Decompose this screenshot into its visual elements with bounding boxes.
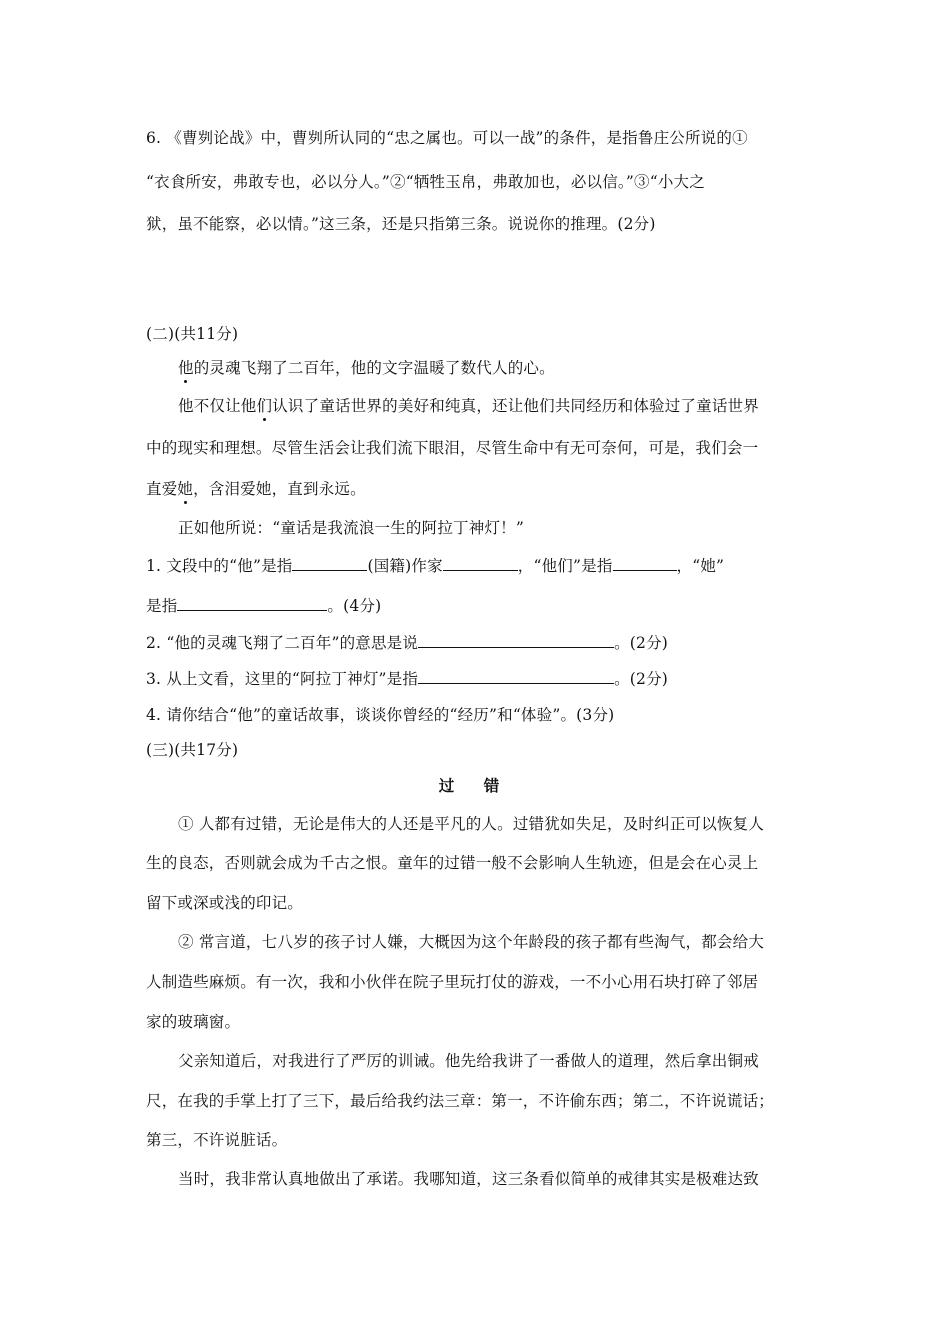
emphasized-char: 他 — [178, 359, 194, 377]
article-para-4-line-1: 当时，我非常认真地做出了承诺。我哪知道，这三条看似简单的戒律其实是极难达致 — [178, 1170, 759, 1188]
question-3: 3. 从上文看，这里的“阿拉丁神灯”是指 。(2分) — [146, 670, 669, 688]
section3-heading: (三)(共17分) — [146, 741, 239, 759]
article-para-3-line-1: 父亲知道后，对我进行了严厉的训诫。他先给我讲了一番做人的道理，然后拿出铜戒 — [178, 1052, 759, 1070]
section2-para-2-line-2: 中的现实和理想。尽管生活会让我们流下眼泪，尽管生命中有无可奈何，可是，我们会一 — [146, 439, 759, 457]
answer-blank[interactable] — [443, 569, 518, 571]
section2-para-2-line-3: 直爱她，含泪爱她，直到永远。 — [146, 480, 366, 498]
question-4: 4. 请你结合“他”的童话故事，谈谈你曾经的“经历”和“体验”。(3分) — [146, 706, 615, 724]
emphasized-char: 们 — [256, 397, 273, 415]
section2-para-2-line-1: 他不仅让他们认识了童话世界的美好和纯真，还让他们共同经历和体验过了童话世界 — [178, 397, 759, 415]
article-para-3-line-2: 尺，在我的手掌上打了三下，最后给我约法三章：第一，不许偷东西；第二，不许说谎话； — [146, 1092, 775, 1110]
section2-heading: (二)(共11分) — [146, 325, 239, 343]
article-para-2-line-3: 家的玻璃窗。 — [146, 1013, 241, 1031]
answer-blank[interactable] — [613, 569, 677, 571]
section2-para-1: 他的灵魂飞翔了二百年，他的文字温暖了数代人的心。 — [178, 359, 555, 377]
answer-blank[interactable] — [177, 609, 327, 611]
article-title: 过 错 — [438, 776, 512, 795]
q6-line-1: 6. 《曹刿论战》中，曹刿所认同的“忠之属也。可以一战”的条件，是指鲁庄公所说的① — [146, 129, 748, 147]
section2-para-3: 正如他所说：“童话是我流浪一生的阿拉丁神灯！” — [178, 519, 524, 537]
answer-blank[interactable] — [418, 682, 614, 684]
article-para-2-line-1: ② 常言道，七八岁的孩子讨人嫌，大概因为这个年龄段的孩子都有些淘气，都会给大 — [178, 933, 765, 951]
emphasized-char: 她 — [177, 480, 194, 498]
article-para-1-line-1: ① 人都有过错，无论是伟大的人还是平凡的人。过错犹如失足，及时纠正可以恢复人 — [178, 815, 765, 833]
question-1-line-2: 是指 。(4分) — [146, 597, 382, 615]
article-para-3-line-3: 第三，不许说脏话。 — [146, 1131, 288, 1149]
question-1-line-1: 1. 文段中的“他”是指 (国籍)作家 ，“他们”是指 ，“她” — [146, 557, 725, 575]
article-para-1-line-3: 留下或深或浅的印记。 — [146, 894, 304, 912]
answer-blank[interactable] — [418, 646, 614, 648]
q6-line-2: “衣食所安，弗敢专也，必以分人。”②“牺牲玉帛，弗敢加也，必以信。”③“小大之 — [146, 173, 705, 191]
article-para-2-line-2: 人制造些麻烦。有一次，我和小伙伴在院子里玩打仗的游戏，一不小心用石块打碎了邻居 — [146, 973, 759, 991]
q6-line-3: 狱，虽不能察，必以情。”这三条，还是只指第三条。说说你的推理。(2分) — [146, 215, 656, 233]
answer-blank[interactable] — [292, 569, 367, 571]
question-2: 2. “他的灵魂飞翔了二百年”的意思是说 。(2分) — [146, 634, 669, 652]
article-para-1-line-2: 生的良态，否则就会成为千古之恨。童年的过错一般不会影响人生轨迹，但是会在心灵上 — [146, 854, 759, 872]
